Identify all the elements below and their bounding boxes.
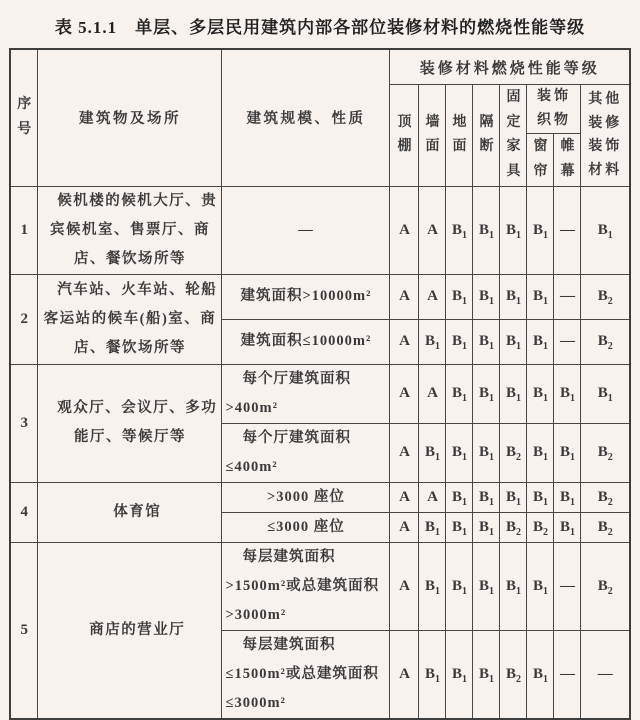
grade-cell: $B_2$ bbox=[581, 512, 630, 542]
row-place-text: 汽车站、火车站、轮船客运站的候车(船)室、商店、餐饮场所等 bbox=[43, 281, 218, 356]
grade-cell: $B_1$ bbox=[446, 274, 473, 319]
grade-cell: $B_1$ bbox=[473, 186, 500, 274]
grade-cell: A bbox=[419, 186, 446, 274]
grade-cell: — bbox=[554, 274, 581, 319]
grade-cell: $B_1$ bbox=[527, 186, 554, 274]
grade-cell: $B_2$ bbox=[500, 512, 527, 542]
row-seq: 3 bbox=[10, 364, 38, 482]
row-scale-line: 每层建筑面积 bbox=[242, 548, 336, 565]
grade-cell: — bbox=[554, 542, 581, 630]
row-scale bbox=[222, 542, 390, 630]
grade-cell: — bbox=[554, 186, 581, 274]
header-other-label: 其他装修装饰材料 bbox=[588, 91, 623, 179]
grade-cell: $B_1$ bbox=[473, 630, 500, 719]
row-scale bbox=[222, 512, 390, 542]
grade-cell: A bbox=[390, 630, 419, 719]
grade-cell: $B_1$ bbox=[500, 319, 527, 364]
row-place bbox=[38, 364, 222, 482]
grade-cell: A bbox=[419, 482, 446, 512]
grade-cell: $B_2$ bbox=[581, 423, 630, 482]
grade-cell: $B_1$ bbox=[527, 364, 554, 423]
table-title: 表 5.1.1 单层、多层民用建筑内部各部位装修材料的燃烧性能等级 bbox=[54, 18, 586, 37]
row-place bbox=[38, 274, 222, 364]
grade-cell: $B_1$ bbox=[581, 364, 630, 423]
row-place-text: 观众厅、会议厅、多功能厅、等候厅等 bbox=[57, 400, 218, 446]
grade-cell: $B_1$ bbox=[419, 423, 446, 482]
header-fabric-group-label: 装饰织物 bbox=[536, 89, 571, 128]
grade-cell: $B_1$ bbox=[554, 482, 581, 512]
row-scale-line: >3000m² bbox=[225, 606, 287, 623]
row-seq: 2 bbox=[10, 274, 38, 364]
row-scale-line: 每个厅建筑面积 bbox=[242, 429, 351, 446]
row-scale bbox=[222, 319, 390, 364]
row-scale bbox=[222, 364, 390, 423]
header-fabric-group bbox=[527, 85, 581, 134]
grade-cell: $B_1$ bbox=[473, 423, 500, 482]
grade-cell: A bbox=[390, 319, 419, 364]
table-row bbox=[10, 186, 630, 274]
table-row bbox=[10, 542, 630, 630]
grade-cell: $B_1$ bbox=[581, 186, 630, 274]
row-place bbox=[38, 542, 222, 719]
grade-cell: A bbox=[419, 274, 446, 319]
grade-cell: — bbox=[554, 319, 581, 364]
table-row bbox=[10, 482, 630, 512]
grade-cell: $B_1$ bbox=[527, 319, 554, 364]
row-scale bbox=[222, 274, 390, 319]
grade-cell: A bbox=[390, 512, 419, 542]
header-floor-label: 地面 bbox=[452, 114, 467, 155]
header-ceiling bbox=[390, 85, 419, 187]
row-place-text: 商店的营业厅 bbox=[89, 621, 186, 638]
grade-cell: $B_1$ bbox=[527, 630, 554, 719]
grade-cell: $B_1$ bbox=[500, 542, 527, 630]
row-scale-line: — bbox=[298, 221, 314, 238]
grade-cell: $B_2$ bbox=[581, 542, 630, 630]
header-floor bbox=[446, 85, 473, 187]
grade-cell: $B_1$ bbox=[473, 274, 500, 319]
grade-cell: $B_1$ bbox=[554, 423, 581, 482]
grade-cell: $B_1$ bbox=[527, 423, 554, 482]
grade-cell: $B_1$ bbox=[446, 364, 473, 423]
grade-cell: $B_1$ bbox=[446, 186, 473, 274]
row-scale bbox=[222, 482, 390, 512]
row-scale-line: >400m² bbox=[225, 399, 278, 416]
row-scale-line: ≤1500m²或总建筑面积 bbox=[225, 665, 379, 682]
header-row-1 bbox=[10, 49, 630, 85]
grade-cell: $B_2$ bbox=[581, 482, 630, 512]
grade-cell: A bbox=[390, 186, 419, 274]
table-body bbox=[10, 186, 630, 719]
grade-cell: $B_1$ bbox=[446, 482, 473, 512]
row-place bbox=[38, 186, 222, 274]
grade-cell: $B_1$ bbox=[419, 512, 446, 542]
grade-cell: A bbox=[390, 364, 419, 423]
grade-cell: A bbox=[390, 542, 419, 630]
header-seq bbox=[10, 49, 38, 186]
header-wall bbox=[419, 85, 446, 187]
row-scale-line: >3000 座位 bbox=[267, 488, 345, 505]
grade-cell: $B_1$ bbox=[446, 319, 473, 364]
row-scale bbox=[222, 423, 390, 482]
grade-cell: $B_1$ bbox=[419, 319, 446, 364]
grade-cell: $B_1$ bbox=[473, 542, 500, 630]
grade-cell: $B_1$ bbox=[473, 364, 500, 423]
row-scale-line: 建筑面积>10000m² bbox=[240, 288, 372, 305]
header-curtain-label: 窗帘 bbox=[533, 139, 548, 179]
row-scale bbox=[222, 630, 390, 719]
grade-cell: A bbox=[390, 482, 419, 512]
header-ceiling-label: 顶棚 bbox=[397, 114, 412, 155]
grade-cell: $B_2$ bbox=[500, 630, 527, 719]
grade-cell: $B_1$ bbox=[446, 630, 473, 719]
grade-cell: $B_2$ bbox=[581, 319, 630, 364]
grade-cell: $B_1$ bbox=[527, 482, 554, 512]
header-wall-label: 墙面 bbox=[425, 114, 440, 155]
header-fixed-furniture-label: 固定家具 bbox=[506, 90, 521, 179]
row-place-text: 体育馆 bbox=[113, 503, 162, 520]
grade-cell: $B_1$ bbox=[446, 423, 473, 482]
header-screen-label: 帷幕 bbox=[560, 139, 575, 179]
header-scale: 建筑规模、性质 bbox=[222, 49, 390, 186]
grade-cell: $B_1$ bbox=[419, 542, 446, 630]
grade-cell: — bbox=[554, 630, 581, 719]
grade-cell: $B_1$ bbox=[554, 364, 581, 423]
grade-cell: $B_1$ bbox=[500, 274, 527, 319]
grade-cell: $B_1$ bbox=[473, 512, 500, 542]
row-scale-line: ≤3000m² bbox=[225, 694, 286, 711]
grade-cell: $B_1$ bbox=[500, 482, 527, 512]
header-place: 建筑物及场所 bbox=[38, 49, 222, 186]
row-scale bbox=[222, 186, 390, 274]
header-screen bbox=[554, 133, 581, 186]
row-scale-line: ≤3000 座位 bbox=[267, 518, 345, 535]
grade-cell: $B_2$ bbox=[527, 512, 554, 542]
row-scale-line: 建筑面积≤10000m² bbox=[240, 333, 372, 350]
grade-cell: $B_1$ bbox=[446, 542, 473, 630]
table-header bbox=[10, 49, 630, 186]
header-seq-label: 序号 bbox=[17, 97, 32, 137]
grade-cell: $B_2$ bbox=[581, 274, 630, 319]
grade-cell: A bbox=[419, 364, 446, 423]
grade-cell: $B_1$ bbox=[419, 630, 446, 719]
grade-cell: $B_1$ bbox=[554, 512, 581, 542]
row-seq: 4 bbox=[10, 482, 38, 542]
table-row bbox=[10, 274, 630, 319]
header-fixed-furniture bbox=[500, 85, 527, 187]
row-place-text: 候机楼的候机大厅、贵宾候机室、售票厅、商店、餐饮场所等 bbox=[49, 192, 218, 267]
grade-cell: $B_2$ bbox=[500, 423, 527, 482]
row-scale-line: >1500m²或总建筑面积 bbox=[225, 577, 380, 594]
header-partition bbox=[473, 85, 500, 187]
grade-cell: — bbox=[581, 630, 630, 719]
header-other bbox=[581, 85, 630, 187]
grade-cell: A bbox=[390, 274, 419, 319]
header-curtain bbox=[527, 133, 554, 186]
row-scale-line: 每层建筑面积 bbox=[242, 636, 336, 653]
grade-cell: $B_1$ bbox=[500, 186, 527, 274]
row-scale-line: ≤400m² bbox=[225, 458, 278, 475]
table-row bbox=[10, 364, 630, 423]
row-scale-line: 每个厅建筑面积 bbox=[242, 370, 351, 387]
fire-grade-table bbox=[9, 48, 631, 720]
header-partition-label: 隔断 bbox=[479, 114, 494, 155]
grade-cell: $B_1$ bbox=[500, 364, 527, 423]
grade-cell: $B_1$ bbox=[473, 319, 500, 364]
row-place bbox=[38, 482, 222, 542]
row-seq: 1 bbox=[10, 186, 38, 274]
grade-cell: $B_1$ bbox=[473, 482, 500, 512]
grade-cell: $B_1$ bbox=[527, 542, 554, 630]
grade-cell: A bbox=[390, 423, 419, 482]
row-seq: 5 bbox=[10, 542, 38, 719]
header-grade-group: 装修材料燃烧性能等级 bbox=[390, 49, 630, 85]
grade-cell: $B_1$ bbox=[527, 274, 554, 319]
grade-cell: $B_1$ bbox=[446, 512, 473, 542]
